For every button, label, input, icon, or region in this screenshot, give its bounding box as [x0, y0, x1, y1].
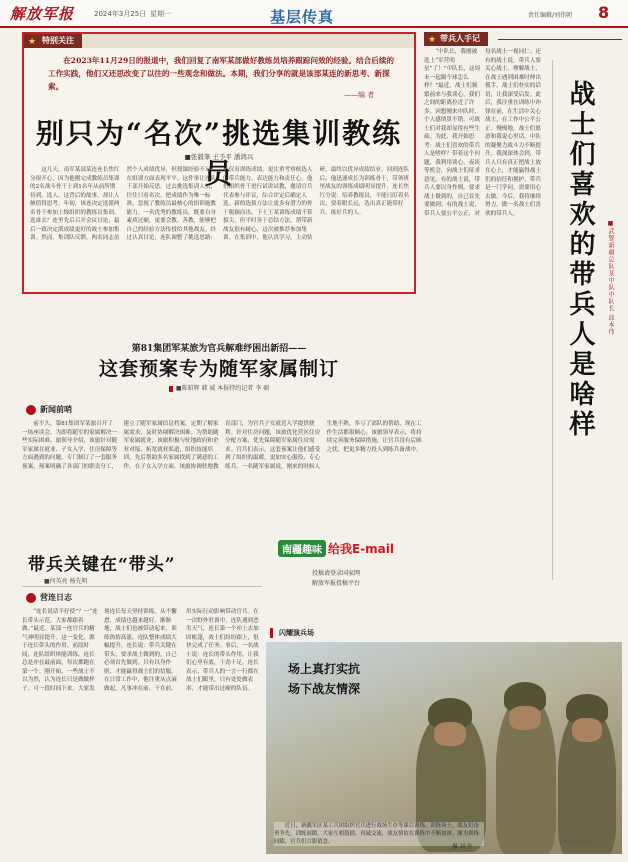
- photo-section-tag: 闪耀演兵场: [270, 628, 314, 638]
- photo-title-line-2: 场下战友情深: [288, 682, 361, 696]
- section-title: 基层传真: [270, 8, 335, 26]
- focus-tag: [24, 34, 82, 48]
- article2-byline-row: [22, 383, 416, 392]
- photo-credit: 摄 刘 全: [452, 844, 472, 850]
- face-shape: [434, 722, 466, 746]
- issue-weekday: 星期一: [150, 10, 171, 18]
- handbook-tag: [424, 32, 488, 46]
- photo-title-line-1: 场上真打实抗: [288, 662, 361, 676]
- news-front-body: 前不久，第81集团军某旅召开了一场座谈会，为即将随军的家属解决一些实际困难。旅领导介绍，该旅针对随军家属在就业、子女入学、住房保障等方面遇到的问题，专门制订了一套服务预案。预案明确了各部门的职责分工，建立了随军家属信息档案，定期了解家属需求，及时协调解决困难。为帮助随军家属就业，该旅积极与驻地政府和企业对接，拓宽就业渠道，组织技能培训，先后帮助多名家属找到了满意的工作。在子女入学方面，该旅协调驻地教育部门，为官兵子女就近入学提供便利。针对住房问题，该旅优化营区住房分配方案，优先保障随军家属住房需求。官兵们表示，这套预案让他们感受到了组织的温暖，更加安心服役、专心练兵。一名随军家属说，刚来的时候人生地不熟，多亏了部队的帮助，现在工作生活都很顺心。该旅领导表示，将持续完善服务保障措施，让官兵没有后顾之忧，把更多精力投入到练兵备战中。: [22, 421, 422, 470]
- news-photo: [266, 642, 622, 854]
- page-number: 8: [598, 3, 610, 22]
- article2-headline: 这套预案专为随军家属制订: [98, 358, 339, 380]
- face-shape: [509, 706, 541, 730]
- article2-byline: ■陈昭辉 韩 威 本报特约记者 李 硕: [175, 385, 270, 392]
- email-title: 给我E-mail: [327, 542, 394, 556]
- editor-credit: 责任编辑/刘伟朝: [528, 12, 573, 19]
- column-divider: [552, 60, 553, 580]
- handbook-tag-label: 带兵人手记: [440, 34, 480, 43]
- camp-diary-tag: 营连日志: [26, 592, 72, 604]
- masthead: [0, 0, 628, 28]
- star-icon: ★: [28, 37, 37, 47]
- article3-rule: [22, 586, 262, 587]
- email-line-2: 解放军报投稿平台: [311, 580, 360, 587]
- focus-body: 这几天，南军某部某连连长焦红分很开心，因为他刚完成教练员集训的2名战斗骨干上到1名年从前所期待到。选人，这背后的故事，却让人颇值得思考。年初，该连决定选派两名骨干参加上级组织的教练员集训。选谁去？连里先后召开会议讨论，最后一致决定派成绩更好的战士参加集训。然而，集训队反馈，两名同志虽然个人成绩优异，但授课经验不足，在组训方面表现平平。这件事让连队干部开始反思。过去挑选集训人员，往往只看名次，把成绩作为唯一标准，忽视了教练员最核心的组训施教能力。一名优秀的教练员，既要自身素质过硬，更要会教、善教，能够把自己的经验方法传授给其他战友。经过认真讨论，连队调整了挑选思路：不仅看训练成绩，更注重考察候选人的带兵能力、表达能力和责任心。他们组织骨干进行试讲试教，邀请官兵代表参与评议，综合评定后确定人选。新的选拔方法让更多有潜力的骨干脱颖而出。下士王某训练成绩不算拔尖，但平时善于总结方法，帮带新战友很有耐心，这次被推荐参加集训。在集训中，他认真学习，主动钻研，最终以优异成绩结业。回到连队后，他迅速成长为训练骨干，带领班里战友的训练成绩明显提升。连长焦红分说：培养教练员，不能只盯着名次，要着眼长远，选出真正能带好兵、练好兵的人。: [30, 167, 410, 241]
- footer-note: (李建达整理): [560, 840, 593, 846]
- email-heading: [264, 540, 408, 562]
- handbook-header: [424, 32, 622, 46]
- editor-lead: 在2023年11月29日的报道中，我们回复了南军某部做好教练员培养跟踪问效的经验。结合后续的工作实践，他们又还思改变了以往的一些观念和做法。本期，我们分享的就是该部某连的新思考、新探索。: [48, 56, 395, 91]
- news-front-tag: 新闻前哨: [26, 404, 72, 416]
- star-icon: ★: [428, 35, 437, 45]
- special-focus-box: [22, 32, 416, 294]
- article3-byline: ■何英亮 杨先明: [44, 578, 88, 585]
- byline-mark-icon: [169, 386, 173, 392]
- article3-headline: 带兵关键在“带头”: [28, 555, 176, 575]
- photo-caption: 近日，新疆军区某工兵团组织官兵进行战场生存等课目训练。训练场上，战友们奋勇争先，训练间隙，大家互相鼓励、真诚交流，战友情谊在训练中不断加深。图为训练间隙，官兵们合影留念。: [274, 822, 484, 846]
- editor-sign: ——编 者: [344, 91, 375, 99]
- email-label-icon: 南疆趣味: [278, 540, 326, 557]
- focus-tag-label: 特别关注: [42, 36, 74, 45]
- article2-kicker: 第81集团军某旅为官兵解难纾困出新招——: [131, 344, 307, 354]
- focus-band: [24, 34, 414, 48]
- focus-byline: ■张毅峯 王予平 潘鸿兴: [184, 153, 254, 161]
- handbook-byline: ■武警新疆总队某中队中队长 邱本伟: [607, 220, 614, 336]
- email-line-1: 投稿请登录国家网: [311, 570, 360, 577]
- face-shape: [572, 718, 602, 742]
- focus-headline: 别只为“名次”挑选集训教练员: [35, 117, 403, 190]
- issue-date: 2024年3月25日: [94, 10, 147, 18]
- handbook-title: 战士们喜欢的带兵人是啥样: [565, 80, 595, 440]
- handbook-body: “中队长，我刚被选上“军营明星”了！”中队长，这周末一起踢个球怎么样？”最近，战士们频繁前来与我谈心，我们之间的距离拉近了许多。回想刚来中队时，个人感情算不错，可战士们对我却显得有些生疏。为此，我开始思考：战士们喜欢的带兵人是啥样？带着这个问题，我利用谈心、夜谈等机会，向战士们征求意见。有的战士说，带兵人要以身作则，要求战士做到的，自己首先要做到；有的战士说，带兵人要公平公正，对每名战士一视同仁；还有的战士说，带兵人要关心战士、理解战士，在战士遇到困难时伸出援手。战士们朴实的话语，让我深受启发。此后，我注重在训练中冲锋在前，在生活中关心战士，在工作中公平公正。慢慢地，战士们愿意和我说心里话，中队的凝聚力战斗力不断提升。我深深体会到，带兵人只有真正把战士放在心上，才能赢得战士们的信任和拥护。带兵是一门学问，需要用心去做。今后，我将继续努力，做一名战士们喜欢的带兵人。: [424, 49, 541, 217]
- newspaper-logo: 解放军报: [10, 5, 75, 23]
- handbook-rule: [498, 39, 622, 40]
- email-promo: [264, 540, 408, 620]
- article3-body: “连长说话不好使”？一“连长带头示范，大家都跟着做。”最近，某部一连官兵的精气神明显提升。这一变化，源于连长带头的作用。前段时间，连队组织体能训练，连长总是冲在最前面，每次都跑在第一个。刚开始，一些战士不以为然，认为连长只是做做样子。可一段时间下来，大家发现连长每天坚持训练，从不懈怠，成绩也越来越好。渐渐地，战士们也被带动起来，训练热情高涨，连队整体成绩大幅提升。连长说：带兵关键在带头，要求战士做到的，自己必须首先做到。只有以身作则，才能赢得战士们的信服。在日常工作中，他注重从点滴做起，凡事冲在前、干在前，用实际行动影响带动官兵。在一次野外驻训中，连队遇到恶劣天气，连长第一个冲上去加固帐篷，战士们纷纷跟上，很快完成了任务。事后，一名战士说：连长的带头作用，让我们心里有底，干劲十足。连长表示，带兵人的一言一行都在战士们眼里，只有处处做表率，才能带出过硬的队伍。: [22, 609, 259, 692]
